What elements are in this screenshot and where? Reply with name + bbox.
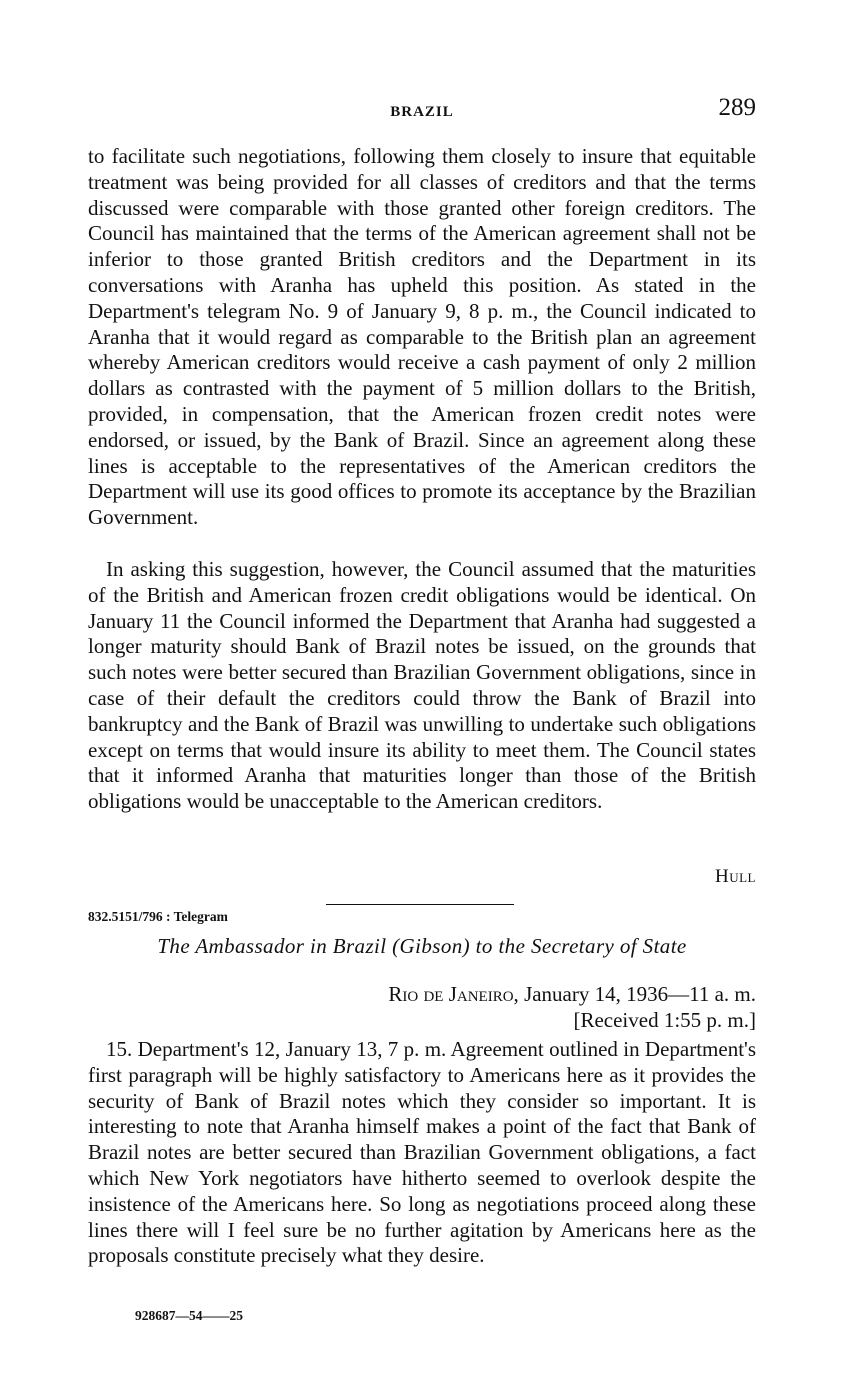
paragraph-text: 15. Department's 12, January 13, 7 p. m. Agreement outlined in Department's first paragraph will be highly satisfactory to Americans here as it provides the security of Bank of Brazil notes which they consider so important. It is interesting to note that Aranha himself makes a point of the fact that Bank of Brazil notes are better secured than Brazilian Government obligations, a fact which New York negotiators have hitherto seemed to overlook despite the insistence of the Americans here. So long as negotiations proceed along these lines there will I feel sure be no further agitation by Americans here as the proposals constitute precisely what they desire. bbox=[88, 1037, 756, 1268]
paragraph-text: In asking this suggestion, however, the Council assumed that the maturities of the British and American frozen credit obligations would be identical. On January 11 the Council informed the Department that Aranha had suggested a longer maturity should Bank of Brazil notes be issued, on the grounds that such notes were better secured than Brazilian Government obligations, since in case of their default the creditors could throw the Bank of Brazil into bankruptcy and the Bank of Brazil was unwilling to undertake such obligations except on terms that would insure its ability to meet them. The Council states that it informed Aranha that maturities longer than those of the British obligations would be unacceptable to the American creditors. bbox=[88, 557, 756, 814]
dateline-date: January 14, 1936—11 a. m. bbox=[524, 982, 756, 1006]
page-header bbox=[88, 94, 756, 128]
file-reference: 832.5151/796 : Telegram bbox=[88, 909, 228, 924]
telegram-title: The Ambassador in Brazil (Gibson) to the Secretary of State bbox=[157, 934, 687, 958]
dateline bbox=[388, 982, 756, 1007]
dateline-place: Rio de Janeiro, bbox=[388, 982, 519, 1006]
printer-imprint: 928687—54——25 bbox=[135, 1308, 243, 1323]
page-number: 289 bbox=[718, 94, 756, 121]
paragraph-council-maturities bbox=[88, 557, 756, 815]
section-divider bbox=[326, 904, 514, 905]
telegram-body bbox=[88, 1037, 756, 1269]
signature-hull: Hull bbox=[715, 866, 756, 887]
paragraph-continuation bbox=[88, 144, 756, 531]
paragraph-text: to facilitate such negotiations, following them closely to insure that equitable treatment was being provided for all classes of creditors and that the terms discussed were comparable with those granted other foreign creditors. The Council has maintained that the terms of the American agreement shall not be inferior to those granted British creditors and the Department in its conversations with Aranha has upheld this position. As stated in the Department's telegram No. 9 of January 9, 8 p. m., the Council indicated to Aranha that it would regard as comparable to the British plan an agreement whereby American creditors would receive a cash payment of only 2 million dollars as contrasted with the payment of 5 million dollars to the British, provided, in compensation, that the American frozen credit notes were endorsed, or issued, by the Bank of Brazil. Since an agreement along these lines is acceptable to the representatives of the American creditors the Department will use its good offices to promote its acceptance by the Brazilian Government. bbox=[88, 144, 756, 530]
running-head: BRAZIL bbox=[390, 104, 454, 120]
received-note: [Received 1:55 p. m.] bbox=[573, 1008, 756, 1032]
